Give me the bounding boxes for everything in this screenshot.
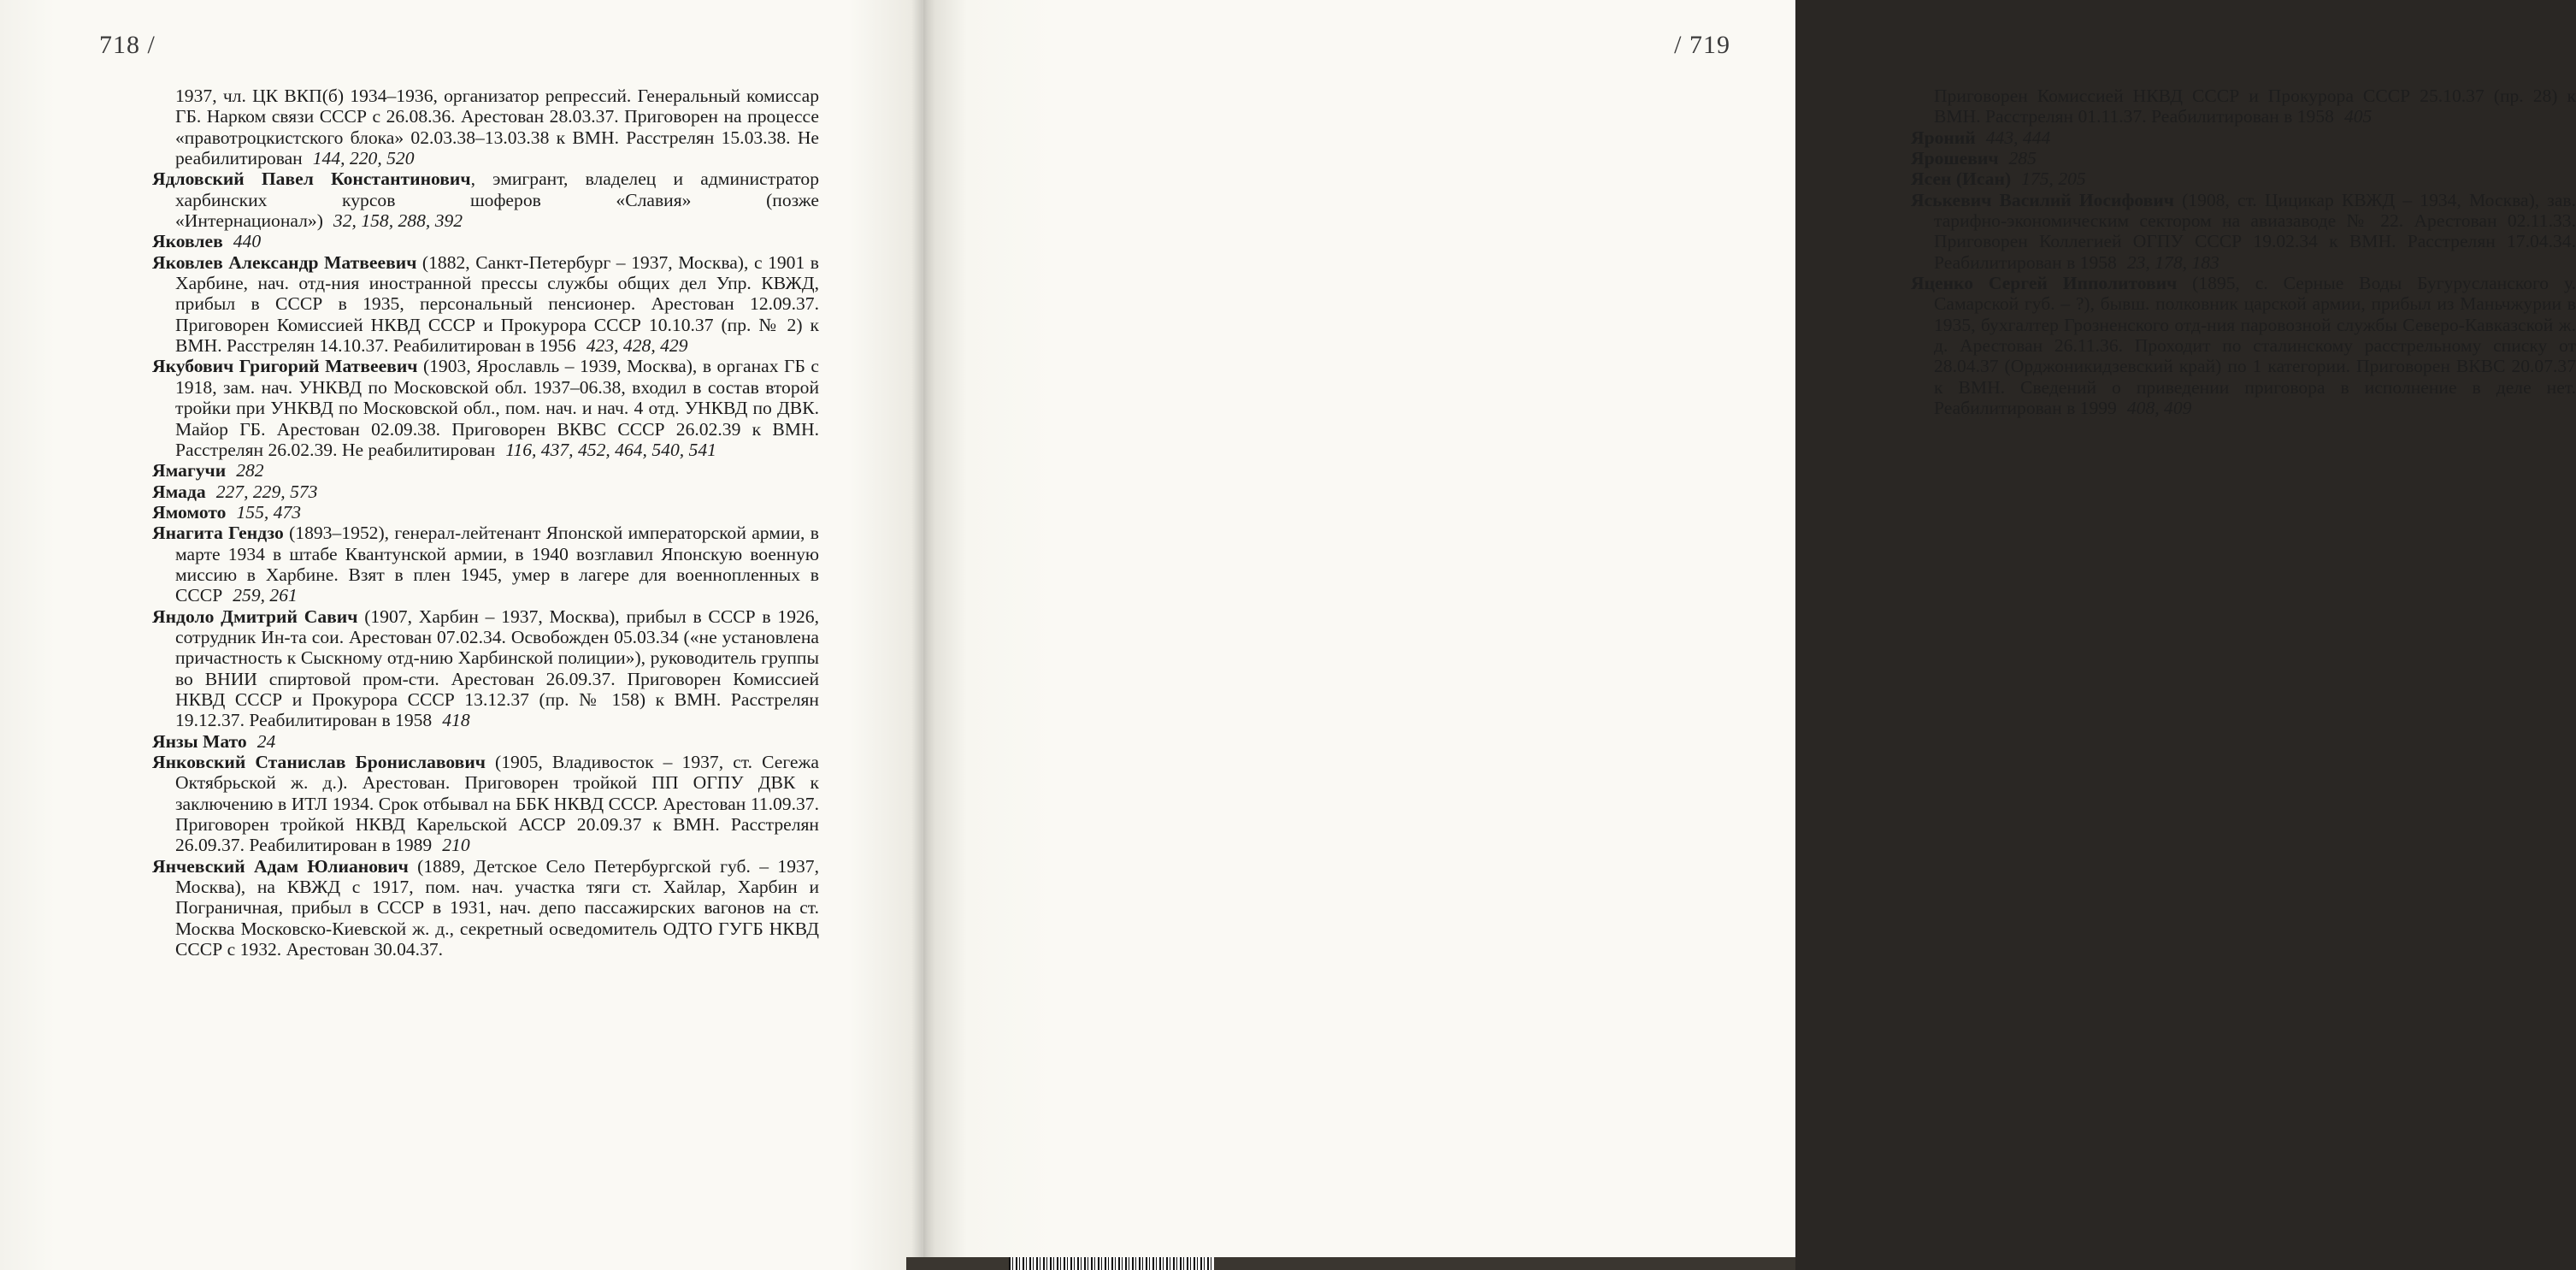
entry-page-refs: 24 [256,730,276,752]
entry-name: Яковлев [152,231,223,252]
index-entry [1911,148,2576,168]
index-entry [152,356,819,460]
entry-text: (1882, Санкт-Петербург – 1937, Москва), с 1901 в Харбине, нач. отд-ния иностранной прессы службы общих дел Упр. КВЖД, прибыл в СССР в 1935, персональный пенсионер. Арестован 12.09.37. Приговорен Комиссией НКВД СССР и Прокурора СССР 10.10.37 (пр. № 2) к ВМН. Расстрелян 14.10.37. Реабилитирован в 1956 [175,251,819,357]
entry-page-refs: 23, 178, 183 [2126,251,2219,273]
entry-text: (1908, ст. Цицикар КВЖД – 1934, Москва), зав. тарифно-экономическим сектором на авиазаводе № 22. Арестован 02.11.33. Приговорен Коллегией ОГПУ СССР 19.02.34 к ВМН. Расстрелян 17.04.34. Реабилитирован в 1958 [1934,189,2576,273]
entry-text: (1895, с. Серные Воды Бугурусланского у. Самарской губ. – ?), бывш. полковник царской армии, прибыл из Маньчжурии в 1935, бухгалтер Грозненского отд-ния паровозной службы Северо-Кавказской ж. д. Арестован 26.11.36. Проходит по сталинскому расстрельному списку от 28.04.37 (Орджоникидзевский край) по 1 категории. Приговорен ВКВС 20.07.37 к ВМН. Сведений о приведении приговора в исполнение в деле нет. Реабилитирован в 1999 [1934,273,2576,419]
index-entry [152,168,819,231]
entry-page-refs: 405 [2343,106,2373,127]
entry-page-refs: 116, 437, 452, 464, 540, 541 [505,439,716,460]
entry-text: 1937, чл. ЦК ВКП(б) 1934–1936, организатор репрессий. Генеральный комиссар ГБ. Нарком связи СССР с 26.08.36. Арестован 28.03.37. Приговорен на процессе «правотроцкистского блока» 02.03.38–13.03.38 к ВМН. Расстрелян 15.03.38. Не реабилитирован [175,86,819,169]
entry-name: Яндоло Дмитрий Савич [152,605,358,627]
entry-text: (1893–1952), генерал-лейтенант Японской императорской армии, в марте 1934 в штабе Квантунской армии, в 1940 возглавил Японскую военную миссию в Харбине. Взят в плен 1945, умер в лагере для военнопленных в СССР [175,523,819,606]
index-entry [152,523,819,605]
entry-text: Приговорен Комиссией НКВД СССР и Прокурора СССР 25.10.37 (пр. 28) к ВМН. Расстрелян 01.11.37. Реабилитирован в 1958 [1934,86,2576,127]
left-index-column [152,86,819,960]
entry-name: Ямомото [152,501,227,523]
entry-name: Янчевский Адам Юлианович [152,855,409,877]
left-page [0,0,923,1270]
entry-page-refs: 418 [442,710,470,731]
index-entry [152,502,819,523]
entry-page-refs: 32, 158, 288, 392 [333,210,463,232]
entry-page-refs: 282 [236,460,264,481]
entry-page-refs: 423, 428, 429 [586,335,688,357]
entry-page-refs: 285 [2008,148,2037,169]
index-entry [1911,127,2576,148]
barcode-strip [1009,1257,1214,1270]
entry-page-refs: 408, 409 [2126,398,2192,419]
entry-name: Ямагучи [152,460,227,481]
page-number-right: / 719 [1674,31,1730,59]
entry-name: Яроний [1911,127,1976,148]
entry-name: Ясен (Исан) [1911,168,2012,190]
entry-page-refs: 175, 205 [2021,168,2086,190]
entry-name: Яськевич Василий Иосифович [1911,189,2174,210]
index-entry [152,752,819,856]
entry-page-refs: 443, 444 [1985,127,2051,148]
index-entry [1911,273,2576,418]
entry-page-refs: 440 [233,231,262,252]
right-index-column [1911,86,2576,419]
entry-text: (1907, Харбин – 1937, Москва), прибыл в СССР в 1926, сотрудник Ин-та сои. Арестован 07.02.34. Освобожден 05.03.34 («не установлена причастность к Сыскному отд-нию Харбинской полиции»), руководитель группы во ВНИИ спиртовой пром-сти. Арестован 26.09.37. Приговорен Комиссией НКВД СССР и Прокурора СССР 13.12.37 (пр. № 158) к ВМН. Расстрелян 19.12.37. Реабилитирован в 1958 [175,605,819,731]
entry-text: (1905, Владивосток – 1937, ст. Сегежа Октябрьской ж. д.). Арестован. Приговорен тройкой ПП ОГПУ ДВК к заключению в ИТЛ 1934. Срок отбывал на ББК НКВД СССР. Арестован 11.09.37. Приговорен тройкой НКВД Карельской АССР 20.09.37 к ВМН. Расстрелян 26.09.37. Реабилитирован в 1989 [175,752,819,856]
entry-page-refs: 259, 261 [233,585,298,606]
entry-name: Якубович Григорий Матвеевич [152,356,418,377]
entry-name: Янагита Гендзо [152,523,284,544]
right-page [923,0,2576,1270]
index-entry [152,731,819,752]
entry-name: Ядловский Павел Константинович [152,168,471,190]
entry-name: Яковлев Александр Матвеевич [152,251,417,273]
entry-page-refs: 227, 229, 573 [215,481,318,502]
entry-text: (1903, Ярославль – 1939, Москва), в органах ГБ с 1918, зам. нач. УНКВД по Московской обл. 1937–06.38, входил в состав второй тройки при УНКВД по Московской обл., пом. нач. и нач. 4 отд. УНКВД по ДВК. Майор ГБ. Арестован 02.09.38. Приговорен ВКВС СССР 26.02.39 к ВМН. Расстрелян 26.02.39. Не реабилитирован [175,356,819,460]
index-entry [152,86,819,168]
book-gutter [911,0,935,1270]
index-entry [152,481,819,502]
entry-name: Янзы Мато [152,730,247,752]
page-number-left: 718 / [99,31,156,59]
entry-name: Яценко Сергей Ипполитович [1911,273,2178,294]
entry-text: , эмигрант, владелец и администратор харбинских курсов шоферов «Славия» (позже «Интернационал») [175,168,819,232]
index-entry [152,252,819,357]
index-entry [1911,168,2576,189]
entry-page-refs: 155, 473 [236,501,302,523]
index-entry [152,856,819,960]
index-entry [152,606,819,731]
index-entry [152,231,819,251]
entry-page-refs: 210 [442,835,470,856]
entry-page-refs: 144, 220, 520 [312,148,415,169]
entry-name: Янковский Станислав Брониславович [152,752,486,772]
entry-name: Ямада [152,481,206,502]
index-entry [1911,190,2576,273]
entry-name: Ярошевич [1911,148,1999,169]
entry-text: (1889, Детское Село Петербургской губ. – 1937, Москва), на КВЖД с 1917, пом. нач. участка тяги ст. Хайлар, Харбин и Пограничная, прибыл в СССР в 1931, нач. депо пассажирских вагонов на ст. Москва Московско-Киевской ж. д., секретный осведомитель ОДТО ГУГБ НКВД СССР с 1932. Арестован 30.04.37. [175,855,819,960]
index-entry [152,460,819,481]
index-entry [1911,86,2576,127]
